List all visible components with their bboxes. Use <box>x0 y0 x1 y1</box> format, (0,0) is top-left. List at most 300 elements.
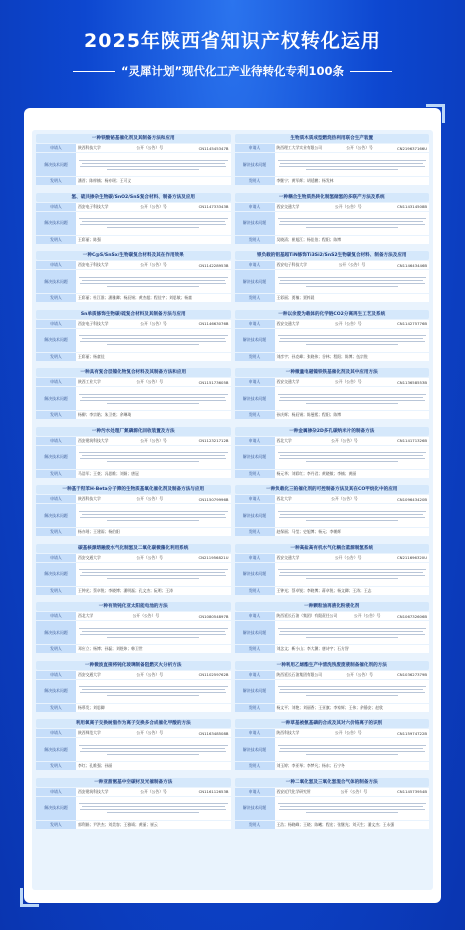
applicant-value-cell <box>275 203 430 211</box>
applicant-label: 申请人 <box>36 788 76 796</box>
applicant-label: 申请人 <box>36 378 76 386</box>
problem-row <box>235 212 430 235</box>
patent-card <box>36 134 231 193</box>
problem-row <box>36 738 231 761</box>
patent-title: 一种以余废为载体的化学链CO2分离再生工艺及系统 <box>235 310 430 319</box>
inventor-row <box>235 353 430 361</box>
patent-title: 一种二氧化氢及三氧化氢混合气体的制备方法 <box>235 778 430 787</box>
patent-number: CN114733343B <box>198 204 229 209</box>
pub-label: 公开（公告）号 <box>136 554 163 560</box>
problem-label: 解决技术问题 <box>235 329 275 352</box>
pub-label: 公开（公告）号 <box>136 671 163 677</box>
problem-text <box>275 387 430 410</box>
problem-row <box>235 738 430 761</box>
applicant-row <box>235 437 430 445</box>
problem-text <box>76 738 231 761</box>
patent-card <box>235 661 430 720</box>
problem-row <box>235 797 430 820</box>
page-header <box>0 26 465 79</box>
applicant-row <box>36 495 231 503</box>
applicant-label: 申请人 <box>36 671 76 679</box>
inventor-row <box>36 528 231 536</box>
patent-card <box>36 193 231 252</box>
applicant-name: 陕西延长石油集团有限公司 <box>276 671 323 677</box>
inventor-row <box>235 177 430 185</box>
inventor-label: 发明人 <box>36 470 76 478</box>
applicant-row <box>36 261 231 269</box>
inventor-label: 发明人 <box>235 177 275 185</box>
applicant-row <box>235 378 430 386</box>
applicant-row <box>235 495 430 503</box>
applicant-value-cell <box>76 378 231 386</box>
problem-text <box>275 563 430 586</box>
inventor-label: 发明人 <box>235 762 275 770</box>
applicant-value-cell <box>275 437 430 445</box>
problem-label: 解决技术问题 <box>235 153 275 176</box>
applicant-value-cell <box>76 612 231 620</box>
pub-label: 公开（公告）号 <box>140 262 167 267</box>
problem-text <box>76 563 231 586</box>
patent-card <box>36 251 231 310</box>
applicant-value-cell <box>275 671 430 679</box>
applicant-row <box>235 612 430 620</box>
patent-list-panel <box>32 130 433 890</box>
patent-card <box>36 485 231 544</box>
problem-row <box>36 212 231 235</box>
applicant-value-cell <box>76 495 231 503</box>
inventor-names: 孙庆辉；杨辰锡；陈曼熙；程阳；陈博 <box>275 411 430 419</box>
patent-card <box>235 134 430 193</box>
problem-text <box>275 680 430 703</box>
applicant-value-cell <box>76 554 231 562</box>
problem-label: 解决技术问题 <box>36 387 76 410</box>
pub-label: 公开（公告）号 <box>331 437 358 443</box>
inventor-row <box>36 177 231 185</box>
pub-label: 公开（公告）号 <box>334 320 362 326</box>
inventor-names: 马浩军；王豪；冯思维；刘娟；唐冠 <box>76 470 231 478</box>
patent-title: 一种基于羟苯H-Beta分子筛的生物质基氧化催化剂及制备方法与应用 <box>36 485 231 494</box>
pub-label: 公开（公告）号 <box>140 788 167 794</box>
problem-row <box>235 446 430 469</box>
content-frame <box>24 108 441 903</box>
problem-text <box>76 387 231 410</box>
applicant-row <box>235 261 430 269</box>
pub-label: 公开（公告）号 <box>136 379 163 384</box>
patent-card <box>235 602 430 661</box>
inventor-label: 发明人 <box>36 528 76 536</box>
inventor-label: 发明人 <box>235 821 275 829</box>
applicant-row <box>36 437 231 445</box>
problem-text <box>275 212 430 235</box>
problem-text <box>76 797 231 820</box>
patent-title: 一种草基被氨基磷的合成及其对六价铬离子的识别 <box>235 719 430 728</box>
applicant-value-cell <box>76 261 231 269</box>
patent-title: 一种有效钝化亚太阳能电池的方法 <box>36 602 231 611</box>
applicant-name: 西北大学 <box>276 437 292 443</box>
problem-label: 解决技术问题 <box>36 212 76 235</box>
inventor-names: 王浩；杨晓峰；王晓；陈曦；程宏；张继光；刘天生；潘文杰；王永强 <box>275 821 430 829</box>
problem-text <box>275 738 430 761</box>
applicant-value-cell <box>275 144 430 152</box>
applicant-name: 西安交通大学 <box>276 203 300 209</box>
inventor-row <box>36 353 231 361</box>
problem-row <box>36 153 231 176</box>
patent-number: CN114663076B <box>198 321 229 326</box>
patent-title: 银负载的铝基超TiN修饰Ti3Si2/SnS2生物碳复合材料、制备方法及应用 <box>235 251 430 260</box>
applicant-value-cell <box>275 729 430 737</box>
patent-title: 一种金属掺杂2D多孔碳纳米片的制备方法 <box>235 427 430 436</box>
problem-label: 解决技术问题 <box>36 504 76 527</box>
patent-number: CN211956821U <box>198 555 229 560</box>
applicant-name: 陕西师范大学 <box>78 730 101 735</box>
pub-label: 公开（公告）号 <box>334 203 362 209</box>
pub-label: 公开（公告）号 <box>334 554 362 560</box>
applicant-value-cell <box>76 788 231 796</box>
problem-label: 解决技术问题 <box>235 797 275 820</box>
inventor-label: 发明人 <box>235 294 275 302</box>
pub-label: 公开（公告）号 <box>136 145 163 150</box>
patent-number: CN110259762B <box>198 672 229 677</box>
inventor-names: 王彩丽；贾楠；贾梓晨 <box>275 294 430 302</box>
inventor-row <box>235 528 430 536</box>
patent-card <box>36 368 231 427</box>
pub-label: 公开（公告）号 <box>334 379 362 384</box>
patent-title: 生物质木质成型燃烧热利用联合生产装置 <box>235 134 430 143</box>
inventor-label: 发明人 <box>235 528 275 536</box>
problem-text <box>76 504 231 527</box>
pub-label: 公开（公告）号 <box>136 496 163 501</box>
inventor-names: 杨亦瑶；王建雨；杨伯阳 <box>76 528 231 536</box>
patent-number: CN114228953B <box>198 262 229 268</box>
patent-card <box>36 310 231 369</box>
inventor-label: 发明人 <box>235 704 275 712</box>
problem-text <box>76 680 231 703</box>
applicant-value-cell <box>275 378 430 386</box>
applicant-label: 申请人 <box>36 495 76 503</box>
subtitle-line-right <box>350 71 392 72</box>
inventor-row <box>235 587 430 595</box>
patent-number: CN116348508B <box>198 730 229 736</box>
inventor-names: 郭利娟；尹洪杰；刘美容；王雅靖；黄丽；崔云 <box>76 821 231 829</box>
patent-number: CN103627379B <box>397 672 427 677</box>
problem-text <box>76 446 231 469</box>
applicant-name: 西安交通大学 <box>276 320 300 326</box>
patent-number: CN219637166U <box>396 145 427 151</box>
applicant-row <box>235 788 430 796</box>
inventor-names: 刘玉婷；李亚琴；李梦凡；杨东；石宁冬 <box>275 762 430 770</box>
applicant-row <box>235 554 430 562</box>
patent-number: CN113658553B <box>397 379 427 385</box>
inventor-label: 发明人 <box>235 587 275 595</box>
problem-label: 解决技术问题 <box>235 621 275 644</box>
pub-label: 公开（公告）号 <box>334 730 362 735</box>
applicant-name: 西安电子科技大学 <box>78 262 109 267</box>
inventor-names: 王彩丽；陈强 <box>76 236 231 244</box>
applicant-label: 申请人 <box>36 729 76 737</box>
problem-label: 解决技术问题 <box>235 387 275 410</box>
patent-number: CN114545347B <box>198 145 229 151</box>
applicant-name: 西北大学 <box>78 613 94 618</box>
applicant-row <box>36 729 231 737</box>
applicant-label: 申请人 <box>235 378 275 386</box>
patent-card <box>235 310 430 369</box>
inventor-label: 发明人 <box>36 587 76 595</box>
applicant-value-cell <box>76 671 231 679</box>
patent-number: CN109643420B <box>397 496 427 502</box>
problem-text <box>275 621 430 644</box>
inventor-names: 刘念文；靳小山；李大渊；唐诗宇；石方智 <box>275 645 430 653</box>
applicant-label: 申请人 <box>36 203 76 211</box>
applicant-row <box>36 320 231 328</box>
patent-card <box>235 193 430 252</box>
patent-number: CN211696320U <box>396 555 427 560</box>
patent-card <box>235 368 430 427</box>
inventor-label: 发明人 <box>235 470 275 478</box>
patent-title: 碳基核源熔融废水气化制氢及二氧化碳微藻化利用系统 <box>36 544 231 553</box>
pub-label: 公开（公告）号 <box>140 437 167 443</box>
problem-row <box>36 504 231 527</box>
problem-row <box>235 329 430 352</box>
applicant-value-cell <box>275 612 430 620</box>
inventor-label: 发明人 <box>235 411 275 419</box>
patent-title: 一种亚甜氨基中空碳材及光催制备方法 <box>36 778 231 787</box>
pub-label: 公开（公告）号 <box>353 613 381 618</box>
inventor-label: 发明人 <box>36 177 76 185</box>
patent-title: 一种C@S/SnSx/生物碳复合材料及其在作用效果 <box>36 251 231 260</box>
applicant-row <box>36 144 231 152</box>
problem-row <box>36 387 231 410</box>
problem-text <box>76 621 231 644</box>
applicant-name: 西安电子科技大学 <box>276 262 307 267</box>
subtitle-line-left <box>73 71 115 72</box>
problem-text <box>76 212 231 235</box>
inventor-row <box>235 411 430 419</box>
applicant-label: 申请人 <box>235 261 275 269</box>
problem-text <box>76 270 231 293</box>
inventor-row <box>235 294 430 302</box>
inventor-label: 发明人 <box>36 645 76 653</box>
patent-title: 一种负载化三铂催化剂的可控制备方法及其在CO甲烷化中的应用 <box>235 485 430 494</box>
problem-text <box>76 153 231 176</box>
inventor-label: 发明人 <box>235 236 275 244</box>
inventor-row <box>235 821 430 829</box>
pub-label: 公开（公告）号 <box>338 262 366 267</box>
problem-label: 解决技术问题 <box>36 270 76 293</box>
applicant-name: 西安交通大学 <box>276 554 300 560</box>
subtitle-row <box>0 63 465 79</box>
inventor-row <box>235 470 430 478</box>
inventor-label: 发明人 <box>36 411 76 419</box>
problem-text <box>275 446 430 469</box>
applicant-value-cell <box>275 320 430 328</box>
applicant-label: 申请人 <box>235 320 275 328</box>
inventor-row <box>235 645 430 653</box>
problem-label: 解决技术问题 <box>235 563 275 586</box>
problem-row <box>235 387 430 410</box>
patent-card <box>36 427 231 486</box>
applicant-label: 申请人 <box>235 788 275 796</box>
pub-label: 公开（公告）号 <box>140 203 167 209</box>
inventor-label: 发明人 <box>36 704 76 712</box>
problem-text <box>76 329 231 352</box>
inventor-names: 李继宁；黄军辉；胡延鹏；杨发林 <box>275 177 430 185</box>
applicant-row <box>36 203 231 211</box>
patent-title: 一种利用乙烯酯生产中清洗残废废液制备催化剂的方法 <box>235 661 430 670</box>
problem-row <box>36 680 231 703</box>
inventor-names: 杨文平；刘艳；刘丽香；王亚旗；李家辉；王伟；余静安；赵欣 <box>275 704 430 712</box>
applicant-name: 陕西科技大学 <box>78 496 101 501</box>
patent-title: 一种耦合生物质热转化制氢储氢的多联产方法及系统 <box>235 193 430 202</box>
patent-number: CN116112653B <box>198 789 229 794</box>
patent-card <box>36 719 231 778</box>
problem-label: 解决技术问题 <box>235 680 275 703</box>
patent-card <box>36 602 231 661</box>
applicant-value-cell <box>76 144 231 152</box>
inventor-row <box>235 762 430 770</box>
problem-row <box>235 680 430 703</box>
applicant-value-cell <box>76 203 231 211</box>
inventor-label: 发明人 <box>36 236 76 244</box>
applicant-row <box>235 729 430 737</box>
problem-label: 解决技术问题 <box>36 797 76 820</box>
inventor-label: 发明人 <box>36 821 76 829</box>
applicant-label: 申请人 <box>36 554 76 562</box>
pub-label: 公开（公告）号 <box>346 145 373 150</box>
inventor-row <box>36 762 231 770</box>
problem-row <box>36 563 231 586</box>
problem-label: 解决技术问题 <box>36 738 76 761</box>
applicant-name: 陕西科技大学 <box>276 730 300 735</box>
applicant-name: 陕西延长石油（集团）有限责任公司 <box>276 613 338 618</box>
applicant-label: 申请人 <box>36 437 76 445</box>
applicant-row <box>36 554 231 562</box>
inventor-names: 王钟光；蔡卓锐；李晓博；潘明磊；孔文杰；阮明；王涛 <box>76 587 231 595</box>
patent-card <box>235 719 430 778</box>
problem-text <box>275 329 430 352</box>
inventor-label: 发明人 <box>235 353 275 361</box>
inventor-names: 杨元华；刘彩红；李丹君；黄晓敏；李楠；黄丽 <box>275 470 430 478</box>
patent-number: CN115173605B <box>198 379 229 385</box>
inventor-names: 李红；孔维强；孙丽 <box>76 762 231 770</box>
inventor-label: 发明人 <box>36 294 76 302</box>
patent-number: CN115079996B <box>198 496 229 502</box>
problem-row <box>235 270 430 293</box>
applicant-name: 陕西工业大学 <box>78 379 101 384</box>
inventor-row <box>36 294 231 302</box>
problem-text <box>275 270 430 293</box>
inventor-row <box>235 704 430 712</box>
inventor-row <box>36 645 231 653</box>
applicant-name: 西安交通大学 <box>78 671 101 677</box>
inventor-row <box>36 587 231 595</box>
inventor-row <box>36 821 231 829</box>
inventor-names: 杨柳；李宗皓；朱卫豪；余琳琦 <box>76 411 231 419</box>
applicant-value-cell <box>76 320 231 328</box>
patent-number: CN114643446B <box>397 262 427 268</box>
applicant-name: 陕西科技大学 <box>78 145 101 150</box>
problem-row <box>36 621 231 644</box>
applicant-value-cell <box>275 788 430 796</box>
inventor-names: 王彩丽；杜江淮；潘雅卿；杨辰锡；黄杰超；程佳宇；刘思敏；杨童 <box>76 294 231 302</box>
inventor-names: 王钟光；蔡卓锐；李晓博；蒋卓锐；杨文卿；王涛；王志 <box>275 587 430 595</box>
problem-row <box>36 797 231 820</box>
inventor-names: 杨慕发；刘思卿 <box>76 704 231 712</box>
patent-number: CN106732606B <box>397 613 427 619</box>
patent-card <box>235 778 430 837</box>
applicant-name: 西安电子科技大学 <box>78 320 109 326</box>
patent-number: CN112321712B <box>198 438 229 443</box>
patent-number: CN115974722B <box>397 730 427 736</box>
patent-title: 一种颗粒油再液化粉液化剂 <box>235 602 430 611</box>
applicant-name: 西安交通大学 <box>78 554 101 560</box>
applicant-label: 申请人 <box>36 320 76 328</box>
problem-row <box>235 621 430 644</box>
problem-label: 解决技术问题 <box>36 446 76 469</box>
patent-number: CN114171326B <box>397 438 427 443</box>
inventor-names: 吴晓清；崔旭江；杨佳伯；程阳；陈博 <box>275 236 430 244</box>
problem-text <box>275 797 430 820</box>
problem-text <box>275 504 430 527</box>
problem-label: 解决技术问题 <box>36 563 76 586</box>
problem-label: 解决技术问题 <box>36 680 76 703</box>
applicant-value-cell <box>275 495 430 503</box>
pub-label: 公开（公告）号 <box>340 788 368 794</box>
inventor-names: 赵保丽；马莹；史旭博；杨元；李朝辉 <box>275 528 430 536</box>
problem-label: 解决技术问题 <box>235 504 275 527</box>
problem-row <box>235 153 430 176</box>
problem-row <box>36 329 231 352</box>
applicant-value-cell <box>275 261 430 269</box>
applicant-label: 申请人 <box>235 203 275 211</box>
patent-title: Sn单质修饰生物碳/硫复合材料及其制备方法与应用 <box>36 310 231 319</box>
applicant-row <box>36 612 231 620</box>
problem-label: 解决技术问题 <box>235 270 275 293</box>
applicant-name: 西安交通大学 <box>276 379 300 384</box>
problem-label: 解决技术问题 <box>235 212 275 235</box>
inventor-names: 王彩丽；杨童佳 <box>76 353 231 361</box>
inventor-row <box>36 236 231 244</box>
applicant-value-cell <box>76 729 231 737</box>
patent-card <box>36 661 231 720</box>
pub-label: 公开（公告）号 <box>346 671 373 677</box>
pub-label: 公开（公告）号 <box>132 613 160 618</box>
applicant-row <box>235 320 430 328</box>
applicant-row <box>36 671 231 679</box>
pub-label: 公开（公告）号 <box>140 320 167 326</box>
patent-number: CN114275776B <box>397 321 427 326</box>
patent-card <box>36 544 231 603</box>
problem-label: 解决技术问题 <box>36 621 76 644</box>
patent-number: CN108054897B <box>198 613 229 619</box>
problem-label: 解决技术问题 <box>36 329 76 352</box>
applicant-label: 申请人 <box>36 261 76 269</box>
applicant-row <box>235 144 430 152</box>
inventor-names: 邓应立；杨博；孙磊；刘煜炜；韩卫世 <box>76 645 231 653</box>
patent-number: CN114314508B <box>397 204 427 209</box>
patent-title: 一种高盐高有机水气化耦合蒸源制氢系统 <box>235 544 430 553</box>
patent-title: 一种微量电磁镍铁铁基催化剂及其中应用方法 <box>235 368 430 377</box>
applicant-label: 申请人 <box>36 144 76 152</box>
problem-label: 解决技术问题 <box>235 446 275 469</box>
applicant-name: 陕西理工大学实业有限公司 <box>276 145 323 150</box>
applicant-label: 申请人 <box>36 612 76 620</box>
applicant-label: 申请人 <box>235 612 275 620</box>
inventor-names: 潘晋；陈梓楠；杨亦瑶；王可义 <box>76 177 231 185</box>
patent-number: CN114573954B <box>397 789 427 794</box>
applicant-label: 申请人 <box>235 729 275 737</box>
problem-label: 解决技术问题 <box>36 153 76 176</box>
patent-title: 一种污水处理厂氮磷源化回收装置及方法 <box>36 427 231 436</box>
